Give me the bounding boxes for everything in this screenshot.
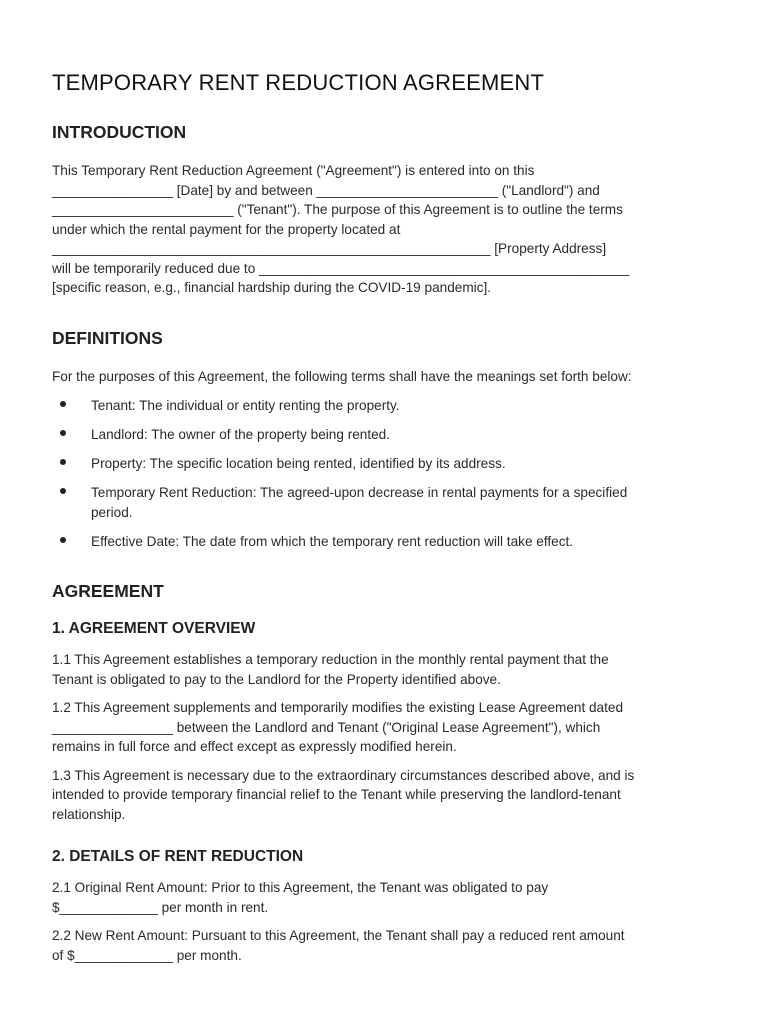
clause-line: relationship. (52, 806, 126, 822)
definition-text: Effective Date: The date from which the temporary rent reduction will take effect. (91, 533, 574, 549)
intro-line: will be temporarily reduced due to _________________________________________________ (52, 260, 630, 276)
clause-line: $_____________ per month in rent. (52, 899, 269, 915)
bullet-icon (60, 430, 66, 436)
clause-line: Tenant is obligated to pay to the Landlord for the Property identified above. (52, 671, 501, 687)
clause-line: 1.3 This Agreement is necessary due to the extraordinary circumstances described above, and is (52, 767, 635, 783)
clause-line: remains in full force and effect except as expressly modified herein. (52, 739, 457, 754)
bullet-icon (60, 537, 66, 543)
intro-line: [specific reason, e.g., financial hardship during the COVID-19 pandemic]. (52, 280, 492, 295)
list-item (52, 483, 714, 522)
intro-line: under which the rental payment for the property located at (52, 221, 401, 237)
definition-text: Property: The specific location being rented, identified by its address. (91, 456, 506, 471)
list-item (52, 396, 714, 416)
agreement-overview-heading: 1. AGREEMENT OVERVIEW (52, 620, 256, 637)
clause-2-2 (52, 926, 714, 965)
document-title: TEMPORARY RENT REDUCTION AGREEMENT (52, 70, 545, 95)
definitions-list (52, 396, 714, 551)
list-item (52, 454, 714, 474)
introduction-paragraph (52, 161, 714, 298)
list-item (52, 425, 714, 445)
bullet-icon (60, 488, 66, 494)
clause-1-2 (52, 698, 714, 757)
intro-line: ________________ [Date] by and between ________________________ ("Landlord") and (52, 182, 600, 198)
bullet-icon (60, 459, 66, 465)
clause-line: 1.2 This Agreement supplements and temporarily modifies the existing Lease Agreement dated (52, 700, 624, 715)
agreement-heading: AGREEMENT (52, 581, 164, 601)
definition-text: Landlord: The owner of the property being rented. (91, 427, 391, 442)
clause-line: 2.1 Original Rent Amount: Prior to this Agreement, the Tenant was obligated to pay (52, 880, 549, 895)
rent-reduction-details-heading: 2. DETAILS OF RENT REDUCTION (52, 848, 304, 865)
clause-line: 2.2 New Rent Amount: Pursuant to this Agreement, the Tenant shall pay a reduced rent amount (52, 928, 625, 943)
definition-text: Temporary Rent Reduction: The agreed-upon decrease in rental payments for a specified (91, 485, 628, 500)
clause-2-1 (52, 878, 714, 917)
clause-line: 1.1 This Agreement establishes a temporary reduction in the monthly rental payment that the (52, 652, 609, 667)
clause-line: of $_____________ per month. (52, 947, 242, 963)
intro-line: This Temporary Rent Reduction Agreement ("Agreement") is entered into on this (52, 163, 535, 178)
definitions-heading: DEFINITIONS (52, 327, 163, 348)
definition-text: Tenant: The individual or entity renting the property. (91, 398, 400, 413)
bullet-icon (60, 401, 66, 407)
definition-text: period. (91, 504, 133, 520)
definitions-intro: For the purposes of this Agreement, the following terms shall have the meanings set forth below: (52, 368, 632, 384)
clause-line: ________________ between the Landlord and Tenant ("Original Lease Agreement"), which (52, 719, 601, 735)
intro-line: __________________________________________________________ [Property Address] (52, 241, 607, 256)
clause-1-3 (52, 766, 714, 825)
clause-1-1 (52, 650, 714, 689)
intro-line: ________________________ ("Tenant"). The purpose of this Agreement is to outline the terms (52, 202, 623, 217)
list-item (52, 532, 714, 552)
clause-line: intended to provide temporary financial relief to the Tenant while preserving the landlord-tenant (52, 787, 621, 802)
introduction-heading: INTRODUCTION (52, 122, 187, 142)
